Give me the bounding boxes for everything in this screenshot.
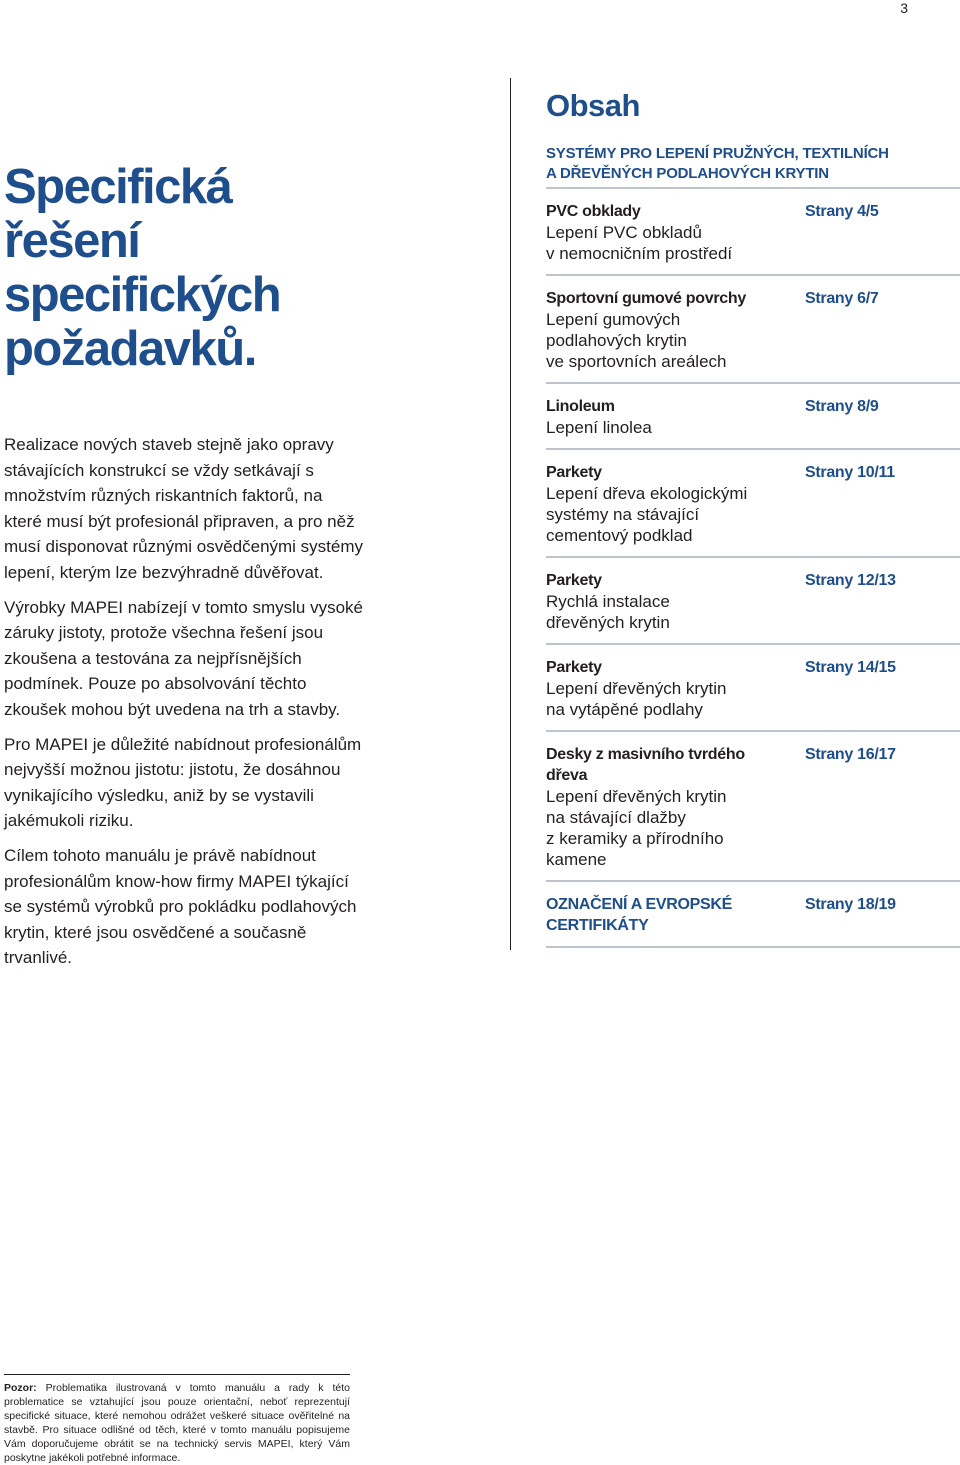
toc-entry-title-line: Sportovní gumové povrchy [546, 290, 746, 307]
toc-entry-title [546, 894, 766, 936]
footnote-text [4, 1381, 350, 1465]
toc-entry-description-line: ve sportovních areálech [546, 352, 727, 371]
toc-entry[interactable] [546, 384, 960, 450]
toc-entry-description-line: Lepení linolea [546, 418, 652, 437]
toc-entry-title-line: Desky z masivního tvrdého [546, 746, 745, 763]
intro-text [4, 432, 364, 980]
toc-entry-title [546, 201, 766, 222]
toc-entry-description-line: podlahových krytin [546, 331, 687, 350]
toc-entry-description-line: Lepení PVC obkladů [546, 223, 702, 242]
toc-entry-description-line: na vytápěné podlahy [546, 700, 703, 719]
toc-entry-description-line: kamene [546, 850, 607, 869]
footnote [4, 1374, 350, 1465]
toc-entry-description-line: systémy na stávající [546, 505, 700, 524]
toc-entry-description-line: dřevěných krytin [546, 613, 670, 632]
toc-entry-title-line: CERTIFIKÁTY [546, 917, 649, 934]
toc-entry-title-line: OZNAČENÍ A EVROPSKÉ [546, 896, 733, 913]
intro-paragraph: Cílem tohoto manuálu je právě nabídnout profesionálům know-how firmy MAPEI týkající se systémů výrobků pro pokládku podlahových krytin, které jsou osvědčené a současně trvanlivé. [4, 845, 357, 968]
headline-line: řešení [4, 214, 140, 268]
toc-entry-pages: Strany 6/7 [805, 290, 879, 307]
headline-line: požadavků. [4, 322, 256, 376]
intro-paragraph: Výrobky MAPEI nabízejí v tomto smyslu vysoké záruky jistoty, protože všechna řešení jsou zkoušena a testována za nejpřísnějších podmínek. Pouze po absolvování těchto zkoušek mohou být uvedena na trh a stavby. [4, 597, 364, 719]
toc-entry-description-line: Rychlá instalace [546, 592, 670, 611]
toc-entry[interactable] [546, 732, 960, 882]
toc-entry-pages: Strany 10/11 [805, 464, 895, 481]
intro-paragraph: Realizace nových staveb stejně jako opravy stávajících konstrukcí se vždy setkávají s množstvím různých riskantních faktorů, na které musí být profesionál připraven, a pro něž musí disponovat různými osvědčenými systémy lepení, kterým lze bezvýhradně důvěřovat. [4, 435, 364, 582]
toc-title: Obsah [546, 88, 640, 123]
toc-entry[interactable] [546, 558, 960, 645]
headline-line: Specifická [4, 160, 232, 214]
headline [4, 160, 444, 376]
toc-entry-description-line: Lepení gumových [546, 310, 681, 329]
toc-entry-title [546, 657, 766, 678]
toc-entry-description-line: cementový podklad [546, 526, 693, 545]
footnote-label: Pozor: [4, 1382, 37, 1394]
footnote-body: Problematika ilustrovaná v tomto manuálu a rady k této problematice se vztahující jsou pouze orientační, neboť reprezentují specifické situace, které nemohou odrážet veškeré situace ověřitelné na stavbě. Pro situace odlišné od těch, které v tomto manuálu popisujeme Vám doporučujeme obrátit se na technický servis MAPEI, který Vám poskytne jakékoli potřebné informace. [4, 1382, 351, 1464]
toc-entry-title-line: Parkety [546, 659, 602, 676]
table-of-contents [546, 86, 960, 948]
toc-entry-pages: Strany 8/9 [805, 398, 879, 415]
toc-section-heading-line: A DŘEVĚNÝCH PODLAHOVÝCH KRYTIN [546, 165, 829, 182]
toc-entry-pages: Strany 12/13 [805, 572, 896, 589]
column-divider [510, 78, 511, 950]
toc-entry-pages: Strany 4/5 [805, 203, 879, 220]
headline-line: specifických [4, 268, 281, 322]
toc-entry[interactable] [546, 450, 960, 558]
page-number: 3 [900, 0, 908, 16]
toc-entry-title-line: Linoleum [546, 398, 615, 415]
toc-entry-pages: Strany 16/17 [805, 746, 896, 763]
toc-entry-title [546, 288, 766, 309]
toc-entry[interactable] [546, 645, 960, 732]
toc-entry[interactable] [546, 189, 960, 276]
intro-paragraph: Pro MAPEI je důležité nabídnout profesionálům nejvyšší možnou jistotu: jistotu, že dosáhnou vynikajícího výsledku, aniž by se vystavili jakémukoli riziku. [4, 734, 362, 831]
footnote-rule [4, 1374, 350, 1375]
toc-entry-description-line: v nemocničním prostředí [546, 244, 733, 263]
toc-entry-title-line: Parkety [546, 464, 602, 481]
toc-entry-title [546, 744, 766, 786]
toc-entry-pages: Strany 18/19 [805, 896, 896, 913]
toc-entry[interactable] [546, 276, 960, 384]
toc-entry-title [546, 396, 766, 417]
toc-entry-title-line: dřeva [546, 767, 588, 784]
toc-entry-description-line: Lepení dřevěných krytin [546, 679, 727, 698]
toc-entry-description-line: z keramiky a přírodního [546, 829, 724, 848]
toc-entry-title [546, 462, 766, 483]
toc-section-heading [546, 144, 960, 184]
toc-entries [546, 189, 960, 948]
toc-section-heading-line: SYSTÉMY PRO LEPENÍ PRUŽNÝCH, TEXTILNÍCH [546, 145, 889, 162]
toc-entry-pages: Strany 14/15 [805, 659, 896, 676]
toc-entry-title-line: PVC obklady [546, 203, 641, 220]
toc-entry[interactable] [546, 882, 960, 948]
toc-entry-description-line: Lepení dřevěných krytin [546, 787, 727, 806]
toc-entry-title [546, 570, 766, 591]
toc-entry-description-line: na stávající dlažby [546, 808, 686, 827]
toc-entry-description-line: Lepení dřeva ekologickými [546, 484, 748, 503]
toc-entry-title-line: Parkety [546, 572, 602, 589]
